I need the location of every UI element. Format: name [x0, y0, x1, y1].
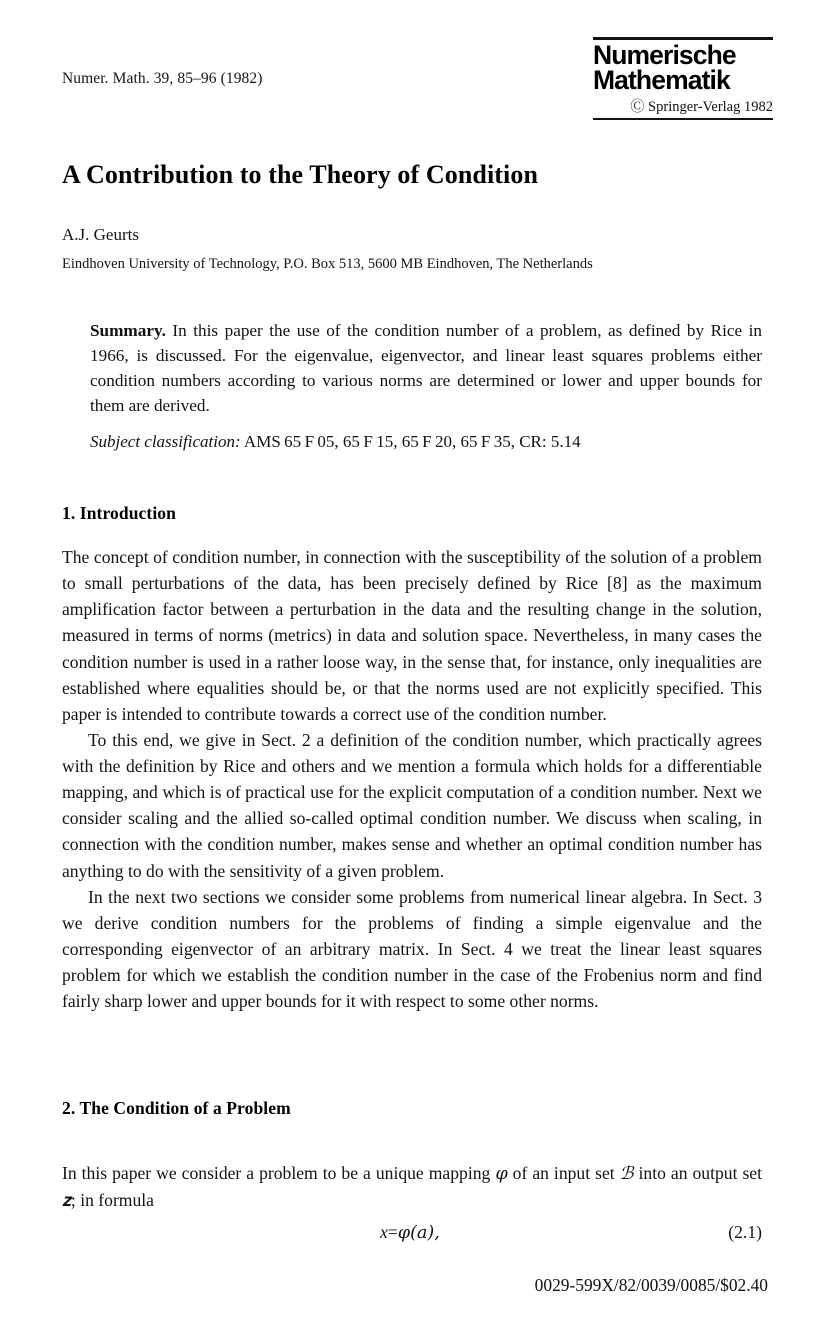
paragraph — [62, 1160, 762, 1214]
equation-rhs: φ(a), — [397, 1223, 440, 1243]
paragraph-text-part1: In this paper we consider a problem to be a unique mapping — [62, 1163, 496, 1183]
summary-label: Summary. — [90, 321, 166, 340]
article-title: A Contribution to the Theory of Condition — [62, 160, 539, 189]
journal-brand-line1: Numerische — [593, 40, 736, 70]
equation-operator: = — [387, 1222, 398, 1242]
journal-brand-line2: Mathematik — [593, 65, 730, 96]
summary-block — [90, 318, 762, 418]
paragraph: To this end, we give in Sect. 2 a definition of the condition number, which practically agrees with the definition by Rice and others and we mention a formula which holds for a differentiable mapping, and which is of practical use for the explicit computation of a condition number. Next we consider scaling and the allied so-called optimal condition number. We discuss when scaling, in connection with the condition number, makes sense and whether an optimal condition number has anything to do with the sensitivity of a given problem. — [62, 729, 762, 881]
journal-brand — [593, 40, 773, 96]
journal-masthead — [593, 37, 773, 120]
equation-number: (2.1) — [728, 1222, 762, 1242]
condition-of-problem-body — [62, 1160, 762, 1214]
paragraph-text-part2: of an input set — [507, 1163, 620, 1183]
journal-reference: Numer. Math. 39, 85–96 (1982) — [62, 70, 263, 87]
set-a-symbol: ℬ — [619, 1164, 634, 1184]
equation-2-1 — [380, 1222, 440, 1243]
imprint-text: Springer-Verlag 1982 — [648, 98, 773, 115]
paragraph: In the next two sections we consider some problems from numerical linear algebra. In Sect. 3 we derive condition numbers for the problems of finding a simple eigenvalue and the corresponding eigenvector of an arbitrary matrix. In Sect. 4 we treat the linear least squares problem for which we establish the condition number in the case of the Frobenius norm and find fairly sharp lower and upper bounds for it with respect to some other norms. — [62, 886, 762, 1012]
article-author: A.J. Geurts — [62, 225, 139, 244]
subject-classification-value: AMS 65 F 05, 65 F 15, 65 F 20, 65 F 35, CR: 5.14 — [240, 432, 581, 451]
masthead-rule-bottom — [593, 118, 773, 121]
paragraph: The concept of condition number, in connection with the susceptibility of the solution of a problem to small perturbations of the data, has been precisely defined by Rice [8] as the maximum amplification factor between a perturbation in the data and the resulting change in the solution, measured in terms of norms (metrics) in data and solution space. Nevertheless, in many cases the condition number is used in a rather loose way, in the sense that, for instance, only inequalities are established where equalities should be, or that the norms used are not explicitly specified. This paper is intended to contribute towards a correct use of the condition number. — [62, 547, 762, 724]
page-header — [0, 40, 826, 172]
subject-classification-label: Subject classification: — [90, 432, 241, 451]
issn-footer-code: 0029-599X/82/0039/0085/$02.40 — [534, 1275, 768, 1295]
copyright-icon: Ⓒ — [630, 99, 645, 115]
journal-imprint — [593, 96, 773, 116]
author-affiliation: Eindhoven University of Technology, P.O. Box 513, 5600 MB Eindhoven, The Netherlands — [62, 256, 593, 272]
summary-text: In this paper the use of the condition number of a problem, as defined by Rice in 1966, is discussed. For the eigenvalue, eigenvector, and linear least squares problems either condition numbers according to various norms are determined or lower and upper bounds for them are derived. — [90, 321, 762, 416]
paragraph-text-part3: into an output set — [633, 1163, 763, 1183]
section-heading-condition-of-a-problem: 2. The Condition of a Problem — [62, 1098, 291, 1118]
paragraph-text-part4: ; in formula — [70, 1190, 154, 1211]
section-heading-introduction: 1. Introduction — [62, 503, 176, 523]
equation-lhs: x — [380, 1222, 388, 1242]
set-x-symbol: 𝐳 — [62, 1191, 71, 1212]
subject-classification — [90, 432, 770, 452]
phi-symbol: φ — [495, 1164, 508, 1184]
introduction-body — [62, 544, 762, 1014]
